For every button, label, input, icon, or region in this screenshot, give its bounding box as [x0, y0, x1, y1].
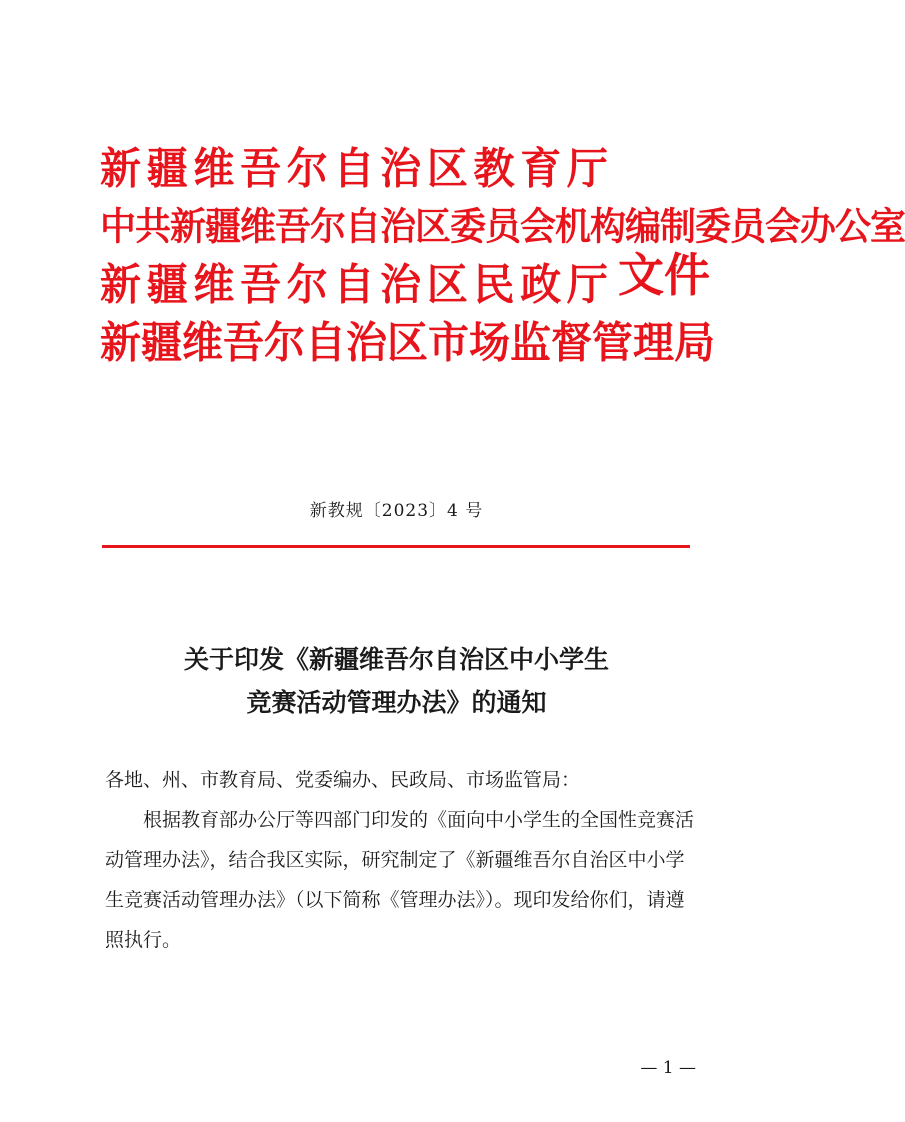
page-number: — 1 — — [640, 1058, 696, 1078]
issuer-market-regulation-bureau: 新 疆 维 吾 尔 自 治 区 市 场 监 督 管 理 局 — [100, 317, 715, 368]
issuer-civil-affairs-department: 新 疆 维 吾 尔 自 治 区 民 政 厅 — [100, 259, 608, 310]
title-line-1: 关于印发《新疆维吾尔自治区中小学生 — [183, 645, 609, 674]
salutation: 各地、州、市教育局、党委编办、民政局、市场监管局： — [105, 769, 581, 791]
issuer-education-department: 新 疆 维 吾 尔 自 治 区 教 育 厅 — [100, 143, 608, 194]
notice-title — [0, 638, 793, 724]
notice-body — [105, 760, 695, 960]
issuer-staffing-office: 中共新疆维吾尔自治区委员会机构编制委员会办公室 — [100, 204, 905, 250]
document-label: 文件 — [618, 248, 710, 302]
title-line-2: 竞赛活动管理办法》的通知 — [246, 688, 547, 717]
red-separator-line — [102, 545, 690, 548]
body-paragraph: 根据教育部办公厅等四部门印发的《面向中小学生的全国性竞赛活动管理办法》，结合我区实际，研究制定了《新疆维吾尔自治区中小学生竞赛活动管理办法》（以下简称《管理办法》）。现印发给你们，请遵照执行。 — [105, 809, 695, 951]
document-number: 新教规〔2023〕4 号 — [309, 501, 484, 521]
